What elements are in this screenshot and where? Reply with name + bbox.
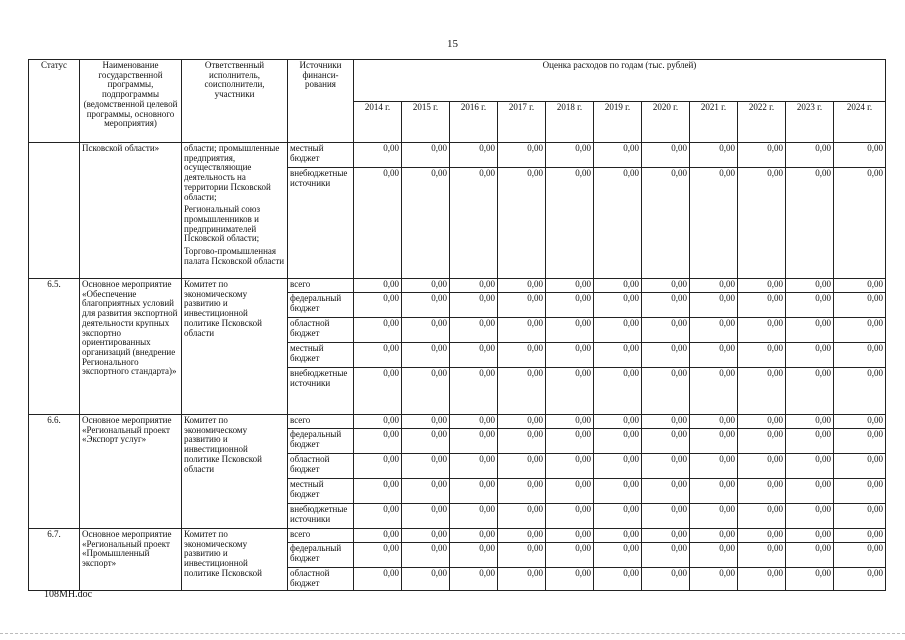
- value-cell: 0,00: [642, 279, 690, 293]
- value-cell: 0,00: [738, 343, 786, 368]
- header-name: Наименование государственной программы, подпрограммы (ведомственной целевой программы, основного мероприятия): [80, 60, 182, 143]
- value-cell: 0,00: [354, 143, 402, 168]
- value-cell: 0,00: [546, 415, 594, 429]
- source-cell: внебюджетные источники: [288, 504, 354, 529]
- header-row: [29, 60, 886, 102]
- value-cell: 0,00: [642, 529, 690, 543]
- table-row: [29, 143, 886, 168]
- source-cell: местный бюджет: [288, 343, 354, 368]
- source-cell: внебюджетные источники: [288, 168, 354, 279]
- value-cell: 0,00: [834, 454, 886, 479]
- value-cell: 0,00: [642, 293, 690, 318]
- value-cell: 0,00: [354, 279, 402, 293]
- value-cell: 0,00: [786, 143, 834, 168]
- value-cell: 0,00: [738, 168, 786, 279]
- value-cell: 0,00: [450, 529, 498, 543]
- value-cell: 0,00: [450, 293, 498, 318]
- value-cell: 0,00: [594, 293, 642, 318]
- value-cell: 0,00: [786, 529, 834, 543]
- value-cell: 0,00: [354, 454, 402, 479]
- header-estimate: Оценка расходов по годам (тыс. рублей): [354, 60, 886, 102]
- source-cell: всего: [288, 529, 354, 543]
- value-cell: 0,00: [546, 429, 594, 454]
- value-cell: 0,00: [402, 368, 450, 415]
- value-cell: 0,00: [450, 279, 498, 293]
- value-cell: 0,00: [450, 415, 498, 429]
- name-cell: Основное мероприятие «Региональный проект «Экспорт услуг»: [80, 415, 182, 529]
- scan-edge-line: [0, 633, 905, 635]
- value-cell: 0,00: [786, 368, 834, 415]
- value-cell: 0,00: [594, 568, 642, 591]
- value-cell: 0,00: [594, 368, 642, 415]
- value-cell: 0,00: [594, 279, 642, 293]
- budget-table: [28, 59, 886, 591]
- value-cell: 0,00: [834, 415, 886, 429]
- value-cell: 0,00: [786, 504, 834, 529]
- value-cell: 0,00: [690, 368, 738, 415]
- value-cell: 0,00: [834, 318, 886, 343]
- value-cell: 0,00: [690, 143, 738, 168]
- value-cell: 0,00: [450, 504, 498, 529]
- value-cell: 0,00: [786, 293, 834, 318]
- value-cell: 0,00: [402, 343, 450, 368]
- value-cell: 0,00: [546, 168, 594, 279]
- value-cell: 0,00: [786, 168, 834, 279]
- value-cell: 0,00: [546, 543, 594, 568]
- value-cell: 0,00: [498, 479, 546, 504]
- source-cell: местный бюджет: [288, 143, 354, 168]
- value-cell: 0,00: [690, 454, 738, 479]
- value-cell: 0,00: [642, 568, 690, 591]
- value-cell: 0,00: [594, 529, 642, 543]
- value-cell: 0,00: [642, 168, 690, 279]
- value-cell: 0,00: [546, 368, 594, 415]
- value-cell: 0,00: [498, 343, 546, 368]
- source-cell: федеральный бюджет: [288, 429, 354, 454]
- value-cell: 0,00: [786, 318, 834, 343]
- value-cell: 0,00: [738, 143, 786, 168]
- value-cell: 0,00: [834, 143, 886, 168]
- value-cell: 0,00: [354, 568, 402, 591]
- value-cell: 0,00: [642, 543, 690, 568]
- table-row: [29, 529, 886, 543]
- value-cell: 0,00: [786, 343, 834, 368]
- value-cell: 0,00: [402, 429, 450, 454]
- executor-cell: Комитет по экономическому развитию и инвестиционной политике Псковской: [182, 529, 288, 591]
- source-cell: внебюджетные источники: [288, 368, 354, 415]
- value-cell: 0,00: [354, 479, 402, 504]
- value-cell: 0,00: [354, 168, 402, 279]
- value-cell: 0,00: [834, 543, 886, 568]
- source-cell: всего: [288, 279, 354, 293]
- header-status: Статус: [29, 60, 80, 143]
- value-cell: 0,00: [738, 479, 786, 504]
- table-body: [29, 143, 886, 591]
- value-cell: 0,00: [738, 318, 786, 343]
- value-cell: 0,00: [738, 504, 786, 529]
- value-cell: 0,00: [594, 479, 642, 504]
- value-cell: 0,00: [690, 543, 738, 568]
- value-cell: 0,00: [450, 543, 498, 568]
- source-cell: областной бюджет: [288, 454, 354, 479]
- value-cell: 0,00: [450, 568, 498, 591]
- value-cell: 0,00: [594, 318, 642, 343]
- value-cell: 0,00: [594, 343, 642, 368]
- value-cell: 0,00: [498, 504, 546, 529]
- value-cell: 0,00: [354, 543, 402, 568]
- executor-part: области; промышленные предприятия, осуществляющие деятельность на территории Псковской области;: [184, 143, 280, 202]
- table-row: [29, 279, 886, 293]
- source-cell: всего: [288, 415, 354, 429]
- value-cell: 0,00: [354, 318, 402, 343]
- name-cell: Основное мероприятие «Обеспечение благоприятных условий для развития экспортной деятельности крупных экспортно ориентированных организаций (внедрение Регионального экспортного стандарта)»: [80, 279, 182, 415]
- value-cell: 0,00: [498, 168, 546, 279]
- page-number: 15: [447, 38, 458, 50]
- status-cell: 6.7.: [29, 529, 80, 591]
- year-header: 2023 г.: [786, 101, 834, 143]
- name-cell: Основное мероприятие «Региональный проект «Промышленный экспорт»: [80, 529, 182, 591]
- value-cell: 0,00: [498, 415, 546, 429]
- value-cell: 0,00: [498, 143, 546, 168]
- value-cell: 0,00: [498, 293, 546, 318]
- value-cell: 0,00: [450, 318, 498, 343]
- header-executor: Ответственный исполнитель, соисполнители, участники: [182, 60, 288, 143]
- value-cell: 0,00: [642, 454, 690, 479]
- source-cell: областной бюджет: [288, 318, 354, 343]
- value-cell: 0,00: [642, 415, 690, 429]
- value-cell: 0,00: [402, 293, 450, 318]
- year-header: 2022 г.: [738, 101, 786, 143]
- value-cell: 0,00: [738, 454, 786, 479]
- value-cell: 0,00: [738, 368, 786, 415]
- value-cell: 0,00: [594, 504, 642, 529]
- value-cell: 0,00: [594, 168, 642, 279]
- value-cell: 0,00: [786, 429, 834, 454]
- value-cell: 0,00: [690, 415, 738, 429]
- value-cell: 0,00: [498, 368, 546, 415]
- year-header: 2017 г.: [498, 101, 546, 143]
- value-cell: 0,00: [738, 415, 786, 429]
- value-cell: 0,00: [786, 454, 834, 479]
- value-cell: 0,00: [402, 568, 450, 591]
- year-header: 2019 г.: [594, 101, 642, 143]
- value-cell: 0,00: [546, 504, 594, 529]
- executor-part: Региональный союз промышленников и предпринимателей Псковской области;: [184, 204, 261, 244]
- value-cell: 0,00: [450, 143, 498, 168]
- value-cell: 0,00: [354, 429, 402, 454]
- year-header: 2020 г.: [642, 101, 690, 143]
- value-cell: 0,00: [594, 454, 642, 479]
- table-row: [29, 415, 886, 429]
- value-cell: 0,00: [498, 568, 546, 591]
- value-cell: 0,00: [594, 543, 642, 568]
- value-cell: 0,00: [786, 543, 834, 568]
- status-cell: [29, 143, 80, 279]
- value-cell: 0,00: [354, 368, 402, 415]
- value-cell: 0,00: [690, 429, 738, 454]
- value-cell: 0,00: [642, 479, 690, 504]
- year-header: 2016 г.: [450, 101, 498, 143]
- value-cell: 0,00: [546, 293, 594, 318]
- value-cell: 0,00: [402, 479, 450, 504]
- year-header: 2021 г.: [690, 101, 738, 143]
- value-cell: 0,00: [594, 415, 642, 429]
- value-cell: 0,00: [738, 293, 786, 318]
- value-cell: 0,00: [642, 429, 690, 454]
- value-cell: 0,00: [546, 454, 594, 479]
- source-cell: областной бюджет: [288, 568, 354, 591]
- value-cell: 0,00: [834, 293, 886, 318]
- value-cell: 0,00: [738, 543, 786, 568]
- value-cell: 0,00: [834, 168, 886, 279]
- value-cell: 0,00: [354, 343, 402, 368]
- status-cell: 6.6.: [29, 415, 80, 529]
- header-sources: Источники финанси-рования: [288, 60, 354, 143]
- value-cell: 0,00: [834, 479, 886, 504]
- value-cell: 0,00: [834, 568, 886, 591]
- value-cell: 0,00: [498, 318, 546, 343]
- value-cell: 0,00: [738, 279, 786, 293]
- year-header: 2024 г.: [834, 101, 886, 143]
- value-cell: 0,00: [354, 529, 402, 543]
- executor-part: Торгово-промышленная палата Псковской области: [184, 246, 285, 266]
- value-cell: 0,00: [402, 543, 450, 568]
- value-cell: 0,00: [642, 504, 690, 529]
- value-cell: 0,00: [642, 368, 690, 415]
- year-header: 2015 г.: [402, 101, 450, 143]
- value-cell: 0,00: [690, 504, 738, 529]
- value-cell: 0,00: [546, 479, 594, 504]
- value-cell: 0,00: [738, 529, 786, 543]
- value-cell: 0,00: [642, 318, 690, 343]
- value-cell: 0,00: [690, 293, 738, 318]
- value-cell: 0,00: [402, 143, 450, 168]
- executor-cell: [182, 143, 288, 279]
- year-header: 2014 г.: [354, 101, 402, 143]
- value-cell: 0,00: [498, 454, 546, 479]
- value-cell: 0,00: [402, 504, 450, 529]
- value-cell: 0,00: [402, 279, 450, 293]
- value-cell: 0,00: [690, 568, 738, 591]
- executor-cell: Комитет по экономическому развитию и инвестиционной политике Псковской области: [182, 279, 288, 415]
- value-cell: 0,00: [786, 415, 834, 429]
- value-cell: 0,00: [354, 504, 402, 529]
- value-cell: 0,00: [450, 429, 498, 454]
- value-cell: 0,00: [402, 318, 450, 343]
- value-cell: 0,00: [498, 279, 546, 293]
- value-cell: 0,00: [402, 415, 450, 429]
- value-cell: 0,00: [642, 143, 690, 168]
- value-cell: 0,00: [786, 568, 834, 591]
- value-cell: 0,00: [354, 415, 402, 429]
- year-header: 2018 г.: [546, 101, 594, 143]
- source-cell: федеральный бюджет: [288, 293, 354, 318]
- footer-filename: 108МН.doc: [44, 589, 93, 600]
- value-cell: 0,00: [594, 429, 642, 454]
- value-cell: 0,00: [498, 429, 546, 454]
- value-cell: 0,00: [498, 529, 546, 543]
- value-cell: 0,00: [834, 343, 886, 368]
- value-cell: 0,00: [402, 454, 450, 479]
- value-cell: 0,00: [354, 293, 402, 318]
- status-cell: 6.5.: [29, 279, 80, 415]
- value-cell: 0,00: [642, 343, 690, 368]
- value-cell: 0,00: [786, 279, 834, 293]
- value-cell: 0,00: [786, 479, 834, 504]
- value-cell: 0,00: [834, 368, 886, 415]
- value-cell: 0,00: [690, 279, 738, 293]
- executor-cell: Комитет по экономическому развитию и инвестиционной политике Псковской области: [182, 415, 288, 529]
- value-cell: 0,00: [834, 279, 886, 293]
- value-cell: 0,00: [834, 429, 886, 454]
- value-cell: 0,00: [738, 429, 786, 454]
- value-cell: 0,00: [546, 343, 594, 368]
- value-cell: 0,00: [498, 543, 546, 568]
- value-cell: 0,00: [546, 279, 594, 293]
- value-cell: 0,00: [450, 343, 498, 368]
- name-cell: Псковской области»: [80, 143, 182, 279]
- value-cell: 0,00: [690, 168, 738, 279]
- value-cell: 0,00: [690, 529, 738, 543]
- value-cell: 0,00: [690, 318, 738, 343]
- value-cell: 0,00: [450, 168, 498, 279]
- value-cell: 0,00: [450, 479, 498, 504]
- value-cell: 0,00: [402, 529, 450, 543]
- value-cell: 0,00: [594, 143, 642, 168]
- value-cell: 0,00: [546, 143, 594, 168]
- value-cell: 0,00: [738, 568, 786, 591]
- value-cell: 0,00: [450, 454, 498, 479]
- value-cell: 0,00: [834, 504, 886, 529]
- source-cell: местный бюджет: [288, 479, 354, 504]
- value-cell: 0,00: [546, 529, 594, 543]
- value-cell: 0,00: [690, 479, 738, 504]
- value-cell: 0,00: [546, 568, 594, 591]
- source-cell: федеральный бюджет: [288, 543, 354, 568]
- value-cell: 0,00: [690, 343, 738, 368]
- value-cell: 0,00: [834, 529, 886, 543]
- value-cell: 0,00: [402, 168, 450, 279]
- value-cell: 0,00: [546, 318, 594, 343]
- value-cell: 0,00: [450, 368, 498, 415]
